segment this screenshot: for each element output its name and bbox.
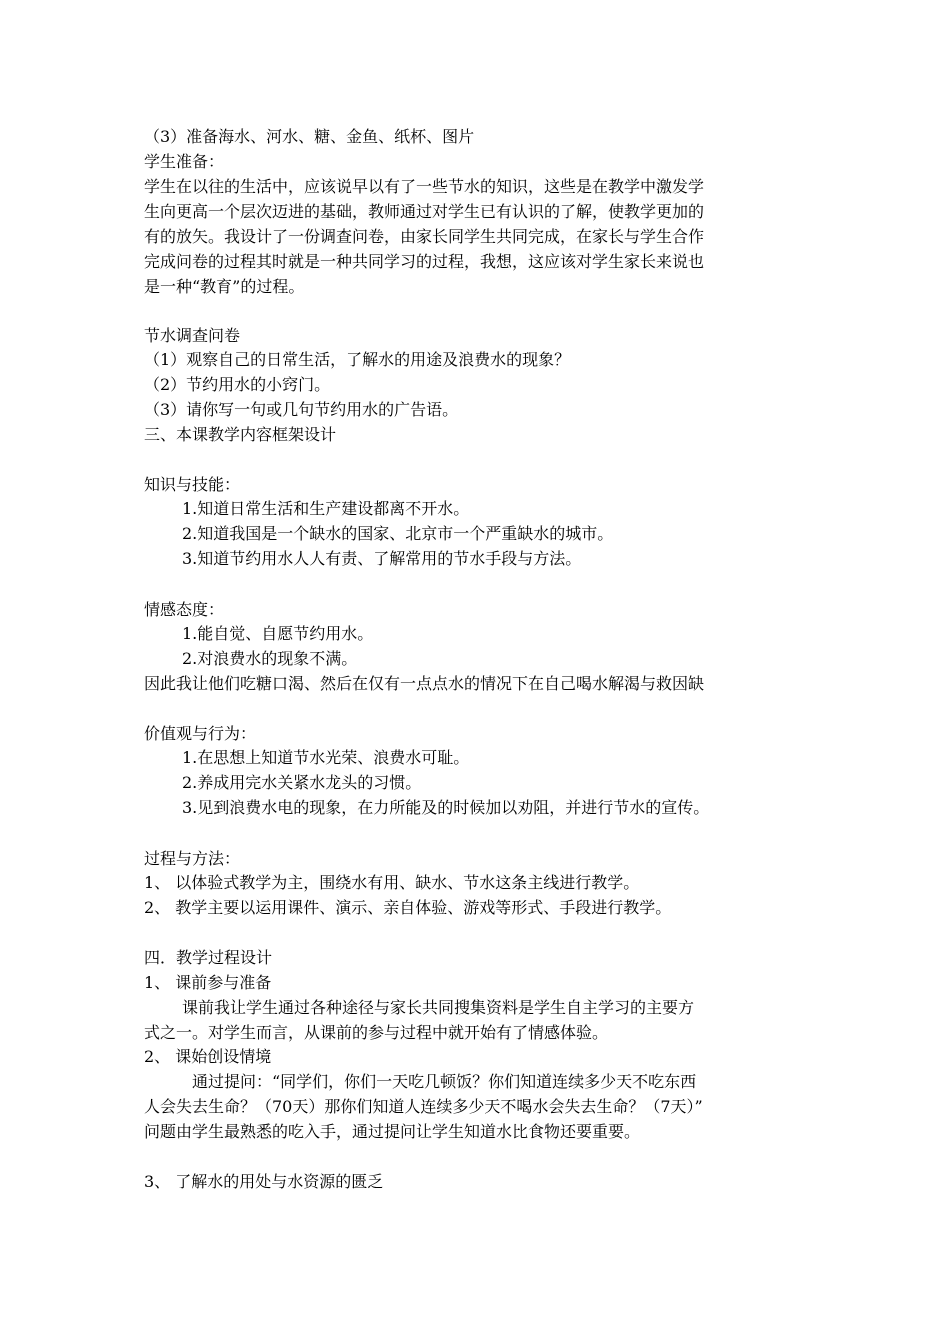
survey-item: （2）节约用水的小窍门。 — [144, 375, 331, 394]
paragraph-line: 是一种“教育”的过程。 — [144, 277, 305, 296]
list-item: 2.养成用完水关紧水龙头的习惯。 — [182, 773, 422, 792]
paragraph-line: 人会失去生命？（70天）那你们知道人连续多少天不喝水会失去生命？（7天）” — [144, 1097, 703, 1116]
list-item: 1.在思想上知道节水光荣、浪费水可耻。 — [182, 748, 470, 767]
process-heading: 过程与方法： — [144, 849, 241, 868]
section-heading: 四．教学过程设计 — [144, 948, 273, 967]
list-item: 2.对浪费水的现象不满。 — [182, 649, 358, 668]
list-item: 1.能自觉、自愿节约用水。 — [182, 624, 374, 643]
list-item: 2.知道我国是一个缺水的国家、北京市一个严重缺水的城市。 — [182, 524, 614, 543]
paragraph-line: 因此我让他们吃糖口渴、然后在仅有一点点水的情况下在自己喝水解渴与救因缺 — [144, 674, 705, 693]
attitude-heading: 情感态度： — [144, 600, 225, 619]
survey-heading: 节水调查问卷 — [144, 326, 241, 345]
values-heading: 价值观与行为： — [144, 724, 257, 743]
student-prep-heading: 学生准备： — [144, 152, 225, 171]
paragraph-line: 式之一。对学生而言，从课前的参与过程中就开始有了情感体验。 — [144, 1023, 609, 1042]
subsection-heading: 1、 课前参与准备 — [144, 973, 272, 992]
paragraph-line: 生向更高一个层次迈进的基础，教师通过对学生已有认识的了解，使教学更加的 — [144, 202, 705, 221]
survey-item: （3）请你写一句或几句节约用水的广告语。 — [144, 400, 459, 419]
paragraph-line: 课前我让学生通过各种途径与家长共同搜集资料是学生自主学习的主要方 — [182, 998, 695, 1017]
list-item: 1、 以体验式教学为主，围绕水有用、缺水、节水这条主线进行教学。 — [144, 873, 640, 892]
knowledge-heading: 知识与技能： — [144, 475, 241, 494]
section-heading: 三、本课教学内容框架设计 — [144, 425, 337, 444]
list-item: 2、 教学主要以运用课件、演示、亲自体验、游戏等形式、手段进行教学。 — [144, 898, 672, 917]
paragraph-line: 通过提问：“同学们，你们一天吃几顿饭？你们知道连续多少天不吃东西 — [192, 1072, 697, 1091]
paragraph-line: 有的放矢。我设计了一份调查问卷，由家长同学生共同完成，在家长与学生合作 — [144, 227, 705, 246]
subsection-heading: 2、 课始创设情境 — [144, 1047, 272, 1066]
materials-line: （3）准备海水、河水、糖、金鱼、纸杯、图片 — [144, 127, 475, 146]
paragraph-line: 问题由学生最熟悉的吃入手，通过提问让学生知道水比食物还要重要。 — [144, 1122, 641, 1141]
subsection-heading: 3、 了解水的用处与水资源的匮乏 — [144, 1172, 384, 1191]
list-item: 3.见到浪费水电的现象，在力所能及的时候加以劝阻，并进行节水的宣传。 — [182, 798, 710, 817]
paragraph-line: 学生在以往的生活中，应该说早以有了一些节水的知识，这些是在教学中激发学 — [144, 177, 705, 196]
list-item: 3.知道节约用水人人有责、了解常用的节水手段与方法。 — [182, 549, 582, 568]
survey-item: （1）观察自己的日常生活，了解水的用途及浪费水的现象？ — [144, 350, 571, 369]
list-item: 1.知道日常生活和生产建设都离不开水。 — [182, 499, 470, 518]
paragraph-line: 完成问卷的过程其时就是一种共同学习的过程，我想，这应该对学生家长来说也 — [144, 252, 705, 271]
